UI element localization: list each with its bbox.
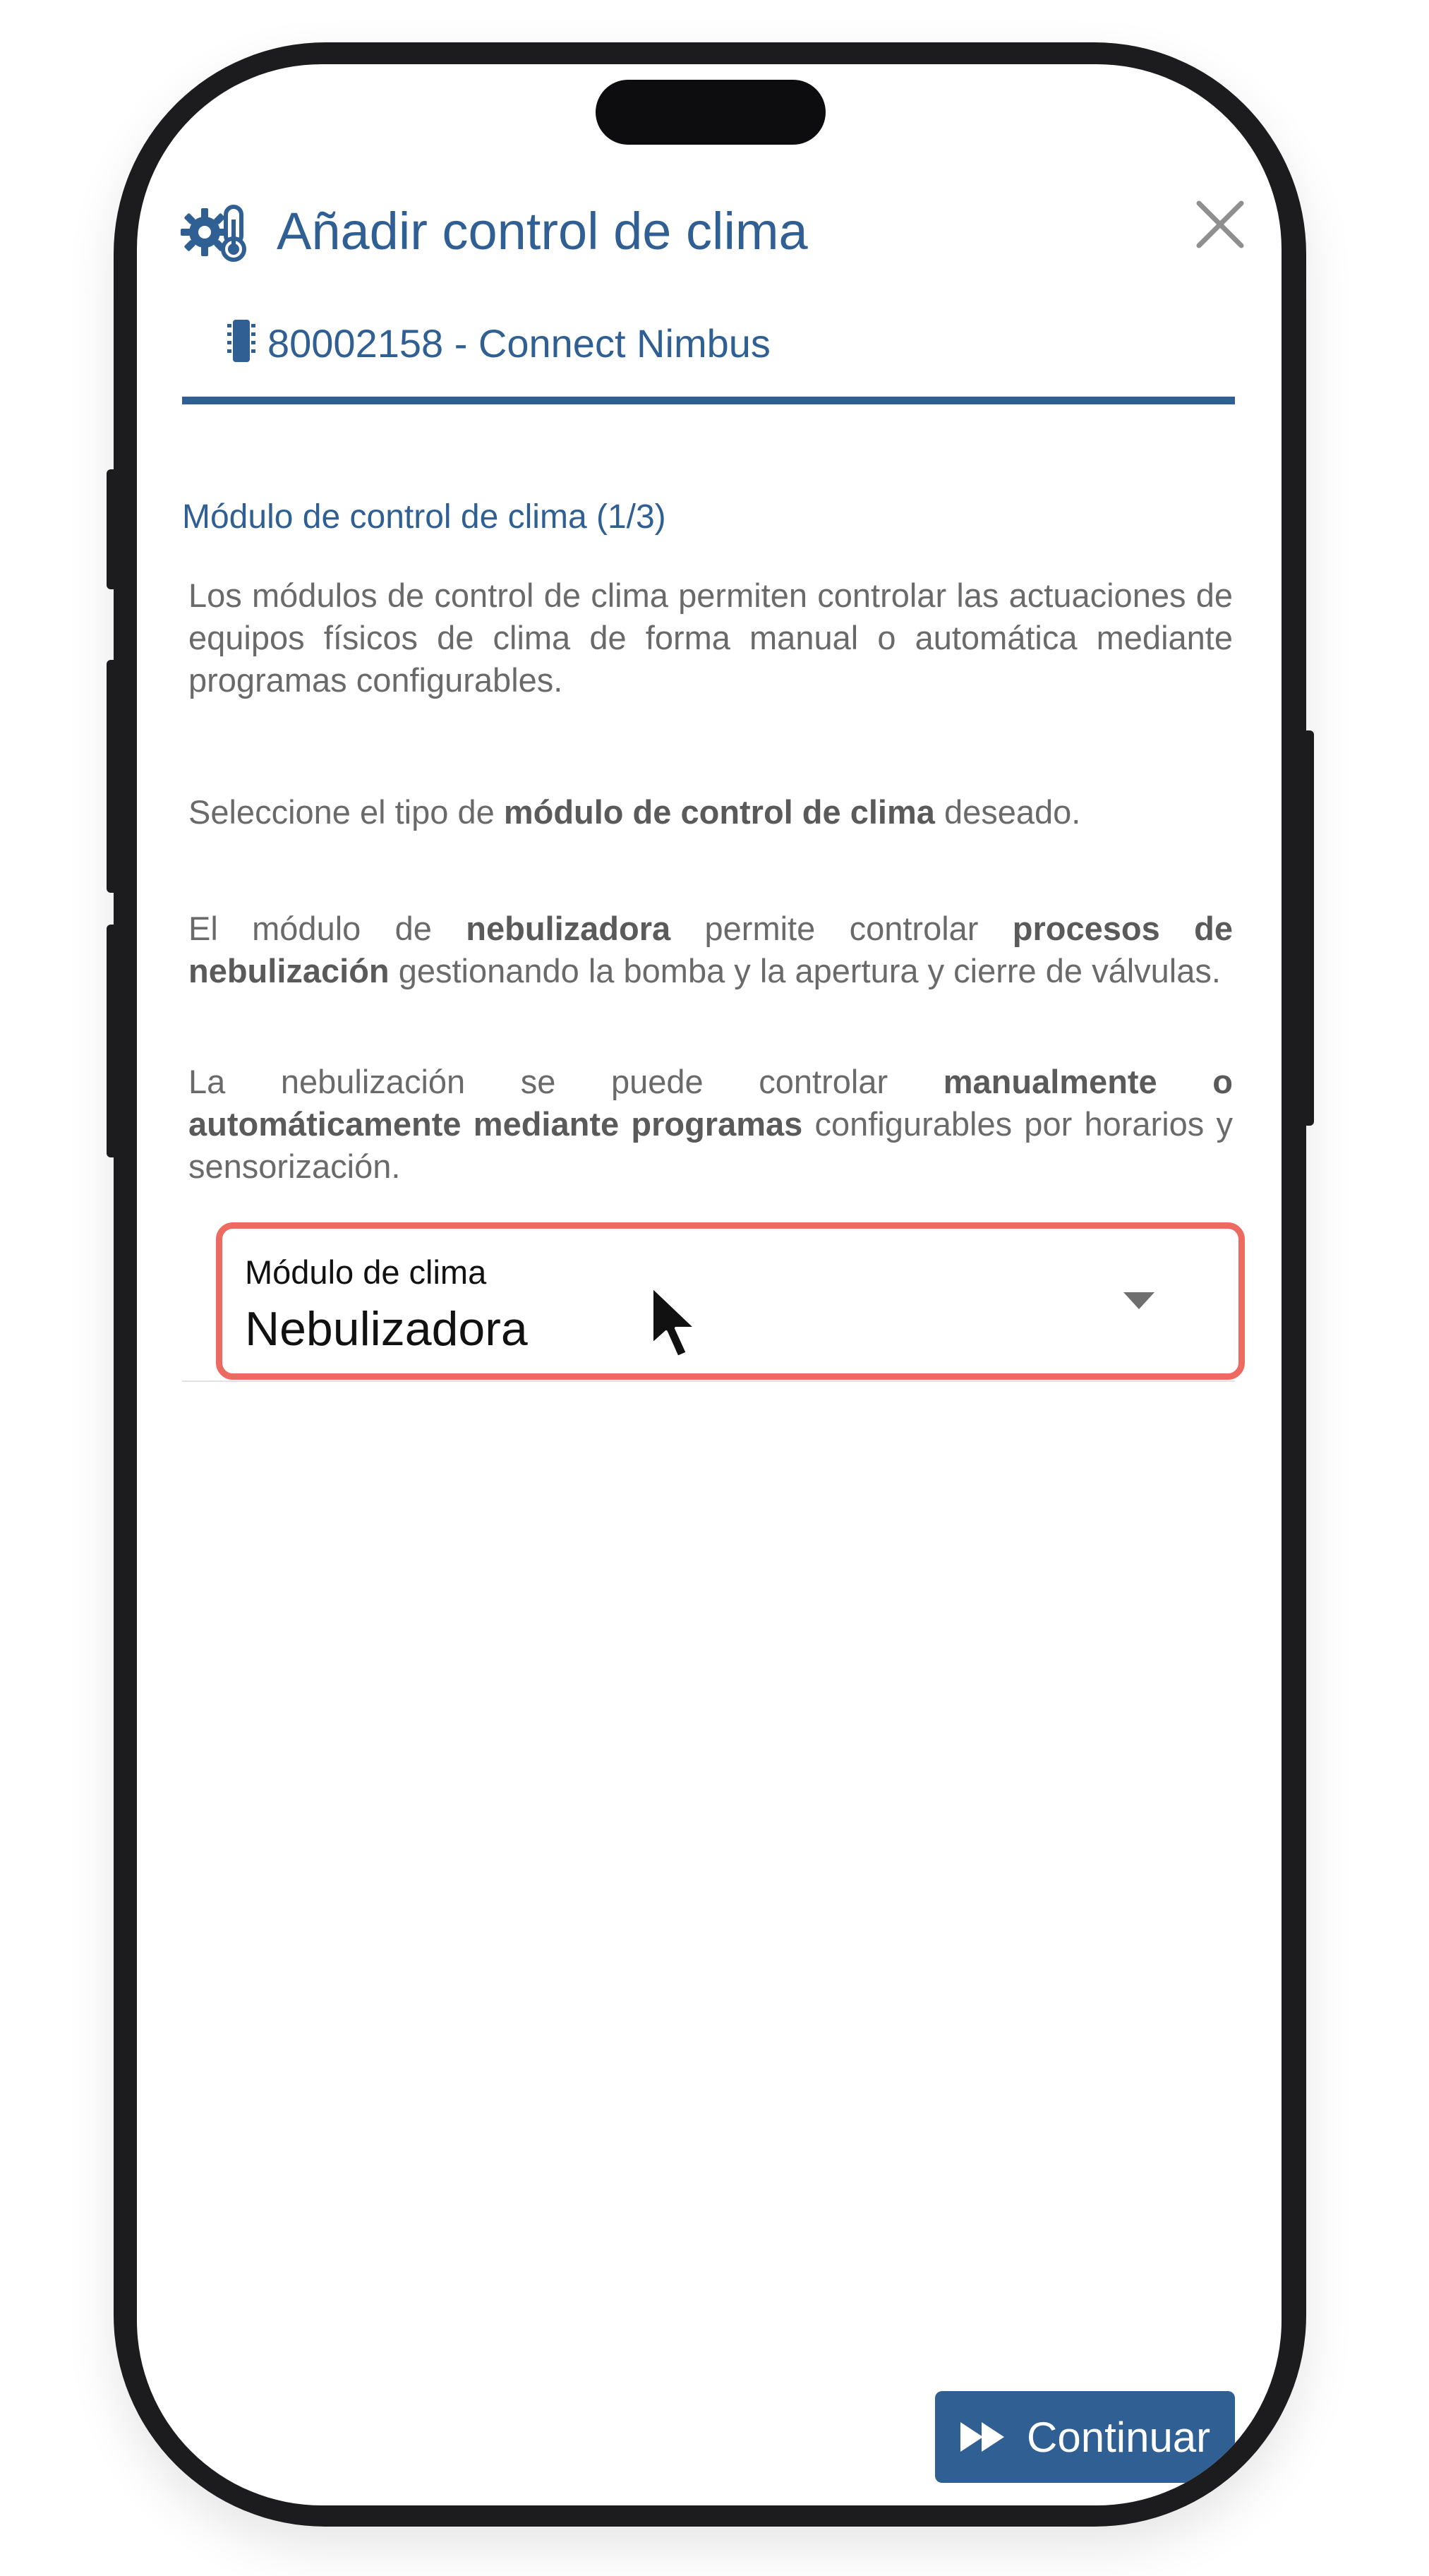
climate-gear-thermometer-icon <box>181 204 251 262</box>
phone-screen <box>137 64 1282 2505</box>
climate-module-select[interactable] <box>216 1222 1245 1380</box>
instruction-paragraph: Seleccione el tipo de módulo de control de clima deseado. <box>188 793 1081 831</box>
mouse-pointer-icon <box>648 1284 704 1361</box>
dialog-title: Añadir control de clima <box>277 202 808 260</box>
phone-volume-up <box>107 660 118 893</box>
phone-power-button <box>1303 730 1314 1126</box>
control-description-paragraph: La nebulización se puede controlar manualmente o automáticamente mediante programas configurables por horarios y sensorización. <box>188 1063 1233 1185</box>
select-underline <box>182 1380 1235 1382</box>
section-title: Módulo de control de clima (1/3) <box>182 498 666 536</box>
continue-button[interactable] <box>935 2391 1235 2483</box>
device-label: 80002158 - Connect Nimbus <box>267 321 771 366</box>
fast-forward-icon <box>959 2419 1008 2455</box>
intro-paragraph: Los módulos de control de clima permiten controlar las actuaciones de equipos físicos de clima de forma manual o automática mediante programas configurables. <box>188 577 1233 699</box>
close-icon[interactable] <box>1192 196 1248 253</box>
phone-mute-switch <box>107 469 118 589</box>
select-value: Nebulizadora <box>245 1302 528 1356</box>
header-divider <box>182 397 1235 404</box>
dynamic-island <box>596 80 826 145</box>
caret-down-icon[interactable] <box>1122 1291 1156 1311</box>
continue-label: Continuar <box>1027 2414 1211 2461</box>
module-description-paragraph: El módulo de nebulizadora permite controlar procesos de nebulización gestionando la bomba y la apertura y cierre de válvulas. <box>188 910 1233 989</box>
phone-volume-down <box>107 925 118 1157</box>
select-label: Módulo de clima <box>245 1253 487 1291</box>
chip-icon <box>227 318 255 363</box>
